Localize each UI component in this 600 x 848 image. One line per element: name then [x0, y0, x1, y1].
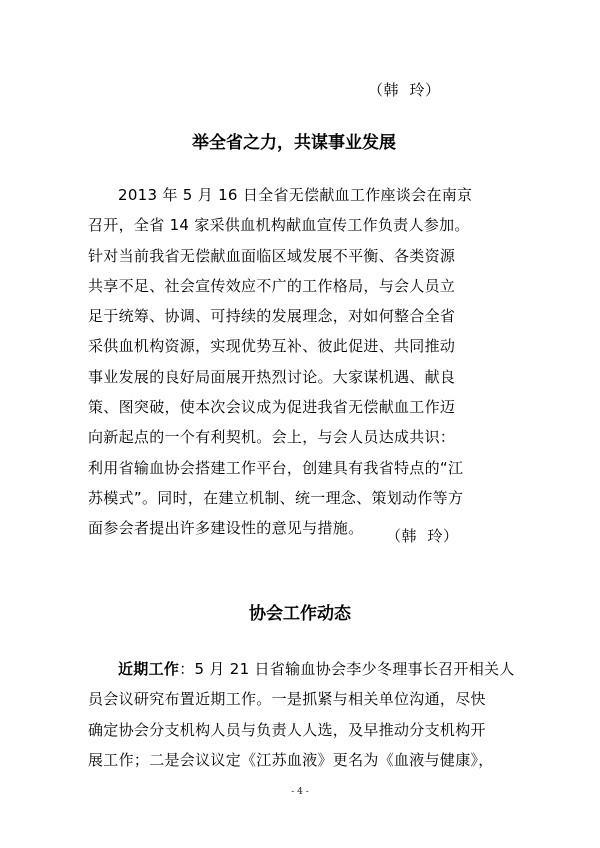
news-line: 展工作；二是会议议定《江苏血液》更名为《血液与健康》， — [88, 750, 494, 769]
section-title: 协会工作动态 — [249, 604, 351, 624]
article-line: 召开，全省 14 家采供血机构献血宣传工作负责人参加。 — [88, 216, 470, 235]
article-title: 举全省之力，共谋事业发展 — [192, 133, 396, 153]
article-line: 利用省输血协会搭建工作平台，创建具有我省特点的“江 — [88, 458, 464, 477]
article-byline: （韩 玲） — [386, 527, 459, 545]
article-line: 足于统筹、协调、可持续的发展理念，对如何整合全省 — [88, 307, 456, 326]
article-line: 针对当前我省无偿献血面临区域发展不平衡、各类资源 — [88, 246, 456, 265]
article-line: 向新起点的一个有利契机。会上，与会人员达成共识： — [88, 428, 456, 447]
news-line — [88, 654, 528, 684]
news-lead-text: ：5 月 21 日省输血协会李少冬理事长召开相关人 — [179, 660, 515, 678]
page-number: - 4 - — [291, 787, 309, 797]
news-line: 员会议研究布置近期工作。一是抓紧与相关单位沟通，尽快 — [88, 690, 486, 709]
article-line: 苏模式”。同时，在建立机制、统一理念、策划动作等方 — [88, 488, 464, 507]
article-line: 策、图突破，使本次会议成为促进我省无偿献血工作迈 — [88, 398, 456, 417]
article-line: 面参会者提出许多建设性的意见与措施。 — [88, 519, 364, 538]
article-line: 共享不足、社会宣传效应不广的工作格局，与会人员立 — [88, 276, 456, 295]
article-line: 事业发展的良好局面展开热烈讨论。大家谋机遇、献良 — [88, 367, 456, 386]
news-body — [88, 654, 528, 775]
news-line: 确定协会分支机构人员与负责人人选，及早推动分支机构开 — [88, 720, 486, 739]
news-lead-label: 近期工作 — [118, 660, 180, 678]
article-body — [88, 180, 528, 544]
article-line: 采供血机构资源，实现优势互补、彼此促进、共同推动 — [88, 337, 456, 356]
byline-top: （韩 玲） — [368, 81, 441, 99]
article-line: 2013 年 5 月 16 日全省无偿献血工作座谈会在南京 — [118, 186, 473, 204]
